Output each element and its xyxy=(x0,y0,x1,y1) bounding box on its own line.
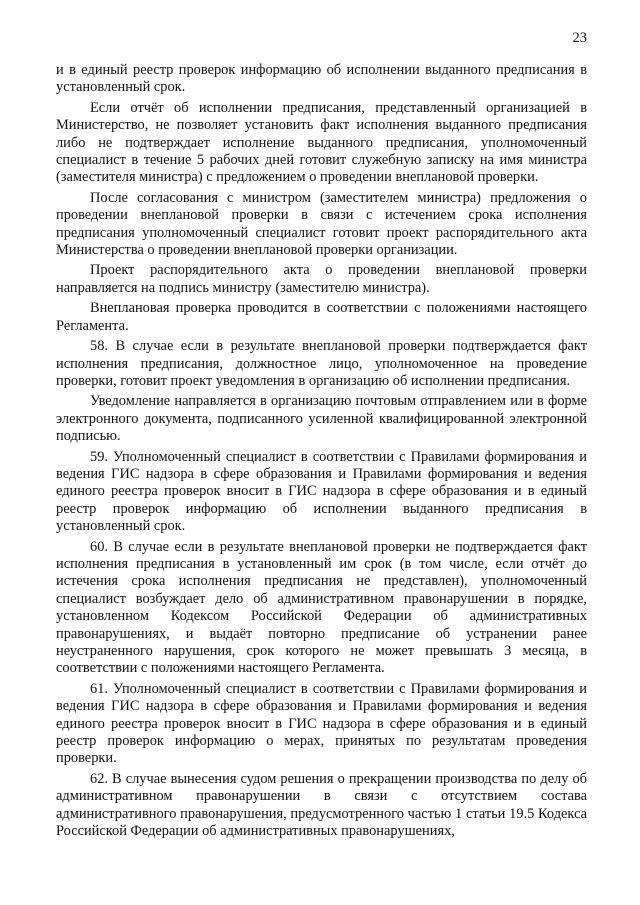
paragraph-draft-act: Проект распорядительного акта о проведении внеплановой проверки направляется на подпись министру (заместителю министра). xyxy=(56,262,587,296)
paragraph-approval: После согласования с министром (заместителем министра) предложения о проведении внеплановой проверки в связи с истечением срока исполнения предписания уполномоченный специалист готовит проект распорядительного акта Министерства о проведении внеплановой проверки организации. xyxy=(56,189,587,259)
paragraph-continuation: и в единый реестр проверок информацию об исполнении выданного предписания в установленный срок. xyxy=(56,62,587,96)
paragraph-clause-62: 62. В случае вынесения судом решения о прекращении производства по делу об административном правонарушении в связи с отсутствием состава административного правонарушения, предусмотренного частью 1 статьи 19.5 Кодекса Российской Федерации об административных правонарушениях, xyxy=(56,770,587,840)
document-body xyxy=(56,62,587,843)
paragraph-notification: Уведомление направляется в организацию почтовым отправлением или в форме электронного документа, подписанного усиленной квалифицированной электронной подписью. xyxy=(56,393,587,445)
paragraph-unscheduled-inspection: Внеплановая проверка проводится в соответствии с положениями настоящего Регламента. xyxy=(56,300,587,334)
paragraph-clause-60: 60. В случае если в результате внеплановой проверки не подтверждается факт исполнения предписания в установленный им срок (в том числе, если отчёт до истечения срока исполнения предписания не представлен), уполномоченный специалист возбуждает дело об административном правонарушении в порядке, установленном Кодексом Российской Федерации об административных правонарушениях, и выдаёт повторно предписание об устранении ранее неустраненного нарушения, срок которого не может превышать 3 месяца, в соответствии с положениями настоящего Регламента. xyxy=(56,538,587,677)
paragraph-clause-58: 58. В случае если в результате внеплановой проверки подтверждается факт исполнения предписания, должностное лицо, уполномоченное на проведение проверки, готовит проект уведомления в организацию об исполнении предписания. xyxy=(56,338,587,389)
page-number: 23 xyxy=(572,30,587,46)
paragraph-clause-61: 61. Уполномоченный специалист в соответствии с Правилами формирования и ведения ГИС надзора в сфере образования и Правилами формирования и ведения единого реестра проверок вносит в ГИС надзора в сфере образования и в единый реестр проверок информацию о мерах, принятых по результатам проведения проверки. xyxy=(56,680,587,767)
paragraph-clause-59: 59. Уполномоченный специалист в соответствии с Правилами формирования и ведения ГИС надзора в сфере образования и Правилами формирования и ведения единого реестра проверок вносит в ГИС надзора в сфере образования и в единый реестр проверок информацию об исполнении выданного предписания в установленный срок. xyxy=(56,448,587,535)
paragraph-report-check: Если отчёт об исполнении предписания, представленный организацией в Министерство, не позволяет установить факт исполнения выданного предписания либо не подтверждает исполнение выданного предписания, уполномоченный специалист в течение 5 рабочих дней готовит служебную записку на имя министра (заместителя министра) с предложением о проведении внеплановой проверки. xyxy=(56,99,587,186)
